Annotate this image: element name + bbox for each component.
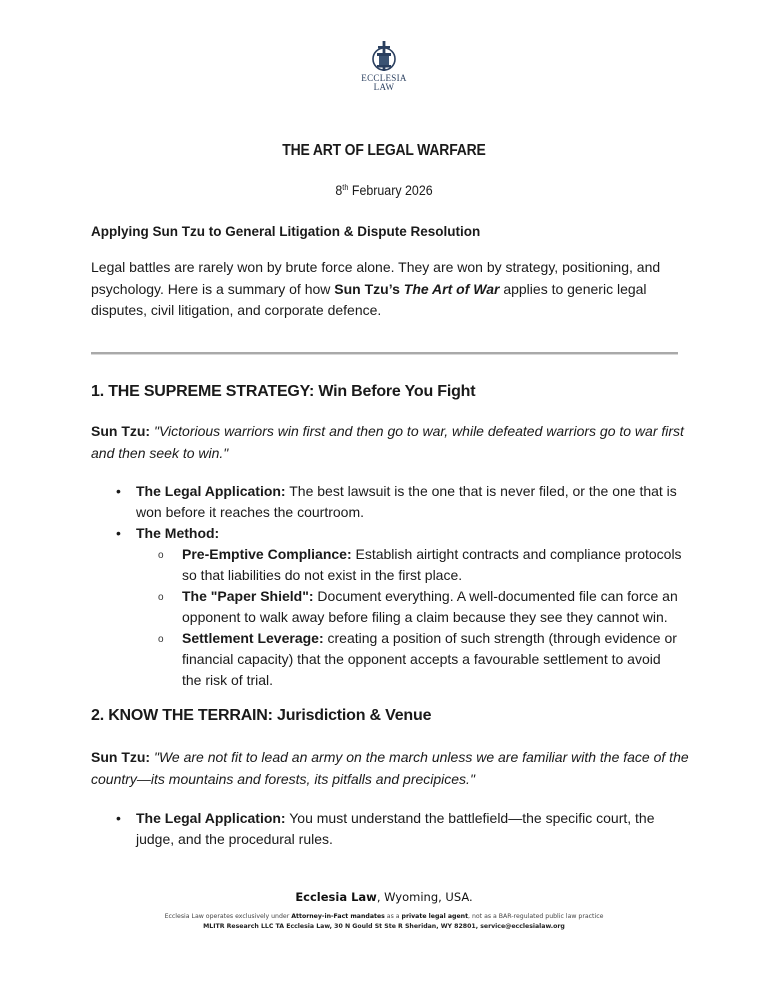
footer-disclaimer — [0, 913, 768, 920]
hollow-bullet-icon: o — [158, 634, 164, 645]
bullet-icon: • — [116, 483, 121, 499]
sub-bullet-label: Settlement Leverage: — [182, 630, 324, 646]
footer-location: , Wyoming, USA. — [376, 890, 473, 904]
bullet-label: The Legal Application: — [136, 810, 286, 826]
intro-text-2: applies to generic legal disputes, civil litigation, and corporate defence. — [91, 280, 647, 318]
sub-bullet-text: Establish airtight contracts and compliance protocols so that liabilities do not exist in the first place. — [182, 546, 682, 583]
quote-text: "Victorious warriors win first and then go to war, while defeated warriors go to war first and then seek to win." — [91, 423, 684, 461]
bullet-item — [116, 523, 686, 544]
section-1-quote — [91, 420, 691, 464]
pillar-cross-icon — [369, 40, 399, 74]
bullet-item — [116, 481, 686, 523]
bullet-text: The best lawsuit is the one that is never filed, or the one that is won before it reaches the courtroom. — [136, 483, 677, 520]
date-suffix: th — [342, 183, 349, 192]
footer-address: MLITR Research LLC TA Ecclesia Law, 30 N Gould St Ste R Sheridan, WY 82801, service@ecclesialaw.org — [203, 923, 565, 930]
horizontal-divider — [91, 352, 678, 355]
bullet-label: The Method: — [136, 525, 220, 541]
hollow-bullet-icon: o — [158, 592, 164, 603]
intro-text-1: Legal battles are rarely won by brute force alone. They are won by strategy, positioning, and psychology. Here is a summary of how — [91, 259, 661, 297]
footer-disclaimer-agent: private legal agent — [401, 913, 469, 920]
bullet-item — [116, 808, 686, 850]
sub-bullet-label: Pre-Emptive Compliance: — [182, 546, 352, 562]
footer-brand: Ecclesia Law — [295, 890, 377, 904]
footer-disclaimer-text: as a — [384, 913, 402, 920]
quote-text: "We are not fit to lead an army on the march unless we are familiar with the face of the country—its mountains and forests, its pitfalls and precipices." — [91, 749, 689, 787]
intro-paragraph — [91, 257, 691, 322]
sub-bullet-text: Document everything. A well-documented file can force an opponent to walk away before filing a claim because they see they cannot win. — [182, 588, 678, 625]
footer-brand-line — [0, 890, 768, 904]
logo — [354, 40, 414, 92]
hollow-bullet-icon: o — [158, 550, 164, 561]
footer-disclaimer-text: Ecclesia Law operates exclusively under — [164, 913, 292, 920]
sub-bullet-item — [158, 544, 682, 586]
logo-text-line1: ECCLESIA — [361, 73, 407, 83]
bullet-icon: • — [116, 525, 121, 541]
quote-label: Sun Tzu: — [91, 749, 151, 765]
section-2-quote — [91, 746, 691, 790]
footer-disclaimer-mandate: Attorney-in-Fact mandates — [291, 913, 385, 920]
sub-bullet-item — [158, 586, 682, 628]
sub-bullet-item — [158, 628, 682, 691]
logo-text-line2: LAW — [373, 82, 395, 92]
sub-bullet-label: The "Paper Shield": — [182, 588, 314, 604]
date-day: 8 — [335, 183, 343, 198]
bullet-icon: • — [116, 810, 121, 826]
bullet-label: The Legal Application: — [136, 483, 286, 499]
quote-label: Sun Tzu: — [91, 423, 151, 439]
sub-bullet-text: creating a position of such strength (through evidence or financial capacity) that the opponent accepts a favourable settlement to avoid the risk of trial. — [182, 630, 677, 688]
date-rest: February 2026 — [348, 183, 433, 198]
intro-author: Sun Tzu’s — [334, 280, 404, 297]
document-subtitle: Applying Sun Tzu to General Litigation & Dispute Resolution — [91, 224, 481, 239]
document-date — [31, 183, 738, 198]
document-title: THE ART OF LEGAL WARFARE — [282, 142, 486, 159]
section-heading-2: 2. KNOW THE TERRAIN: Jurisdiction & Venue — [91, 707, 432, 724]
section-heading-1: 1. THE SUPREME STRATEGY: Win Before You Fight — [91, 383, 476, 400]
intro-book-title: The Art of War — [403, 280, 500, 297]
bullet-text: You must understand the battlefield—the specific court, the judge, and the procedural rules. — [136, 810, 655, 847]
footer-disclaimer-text: , not as a BAR-regulated public law practice — [468, 913, 604, 920]
